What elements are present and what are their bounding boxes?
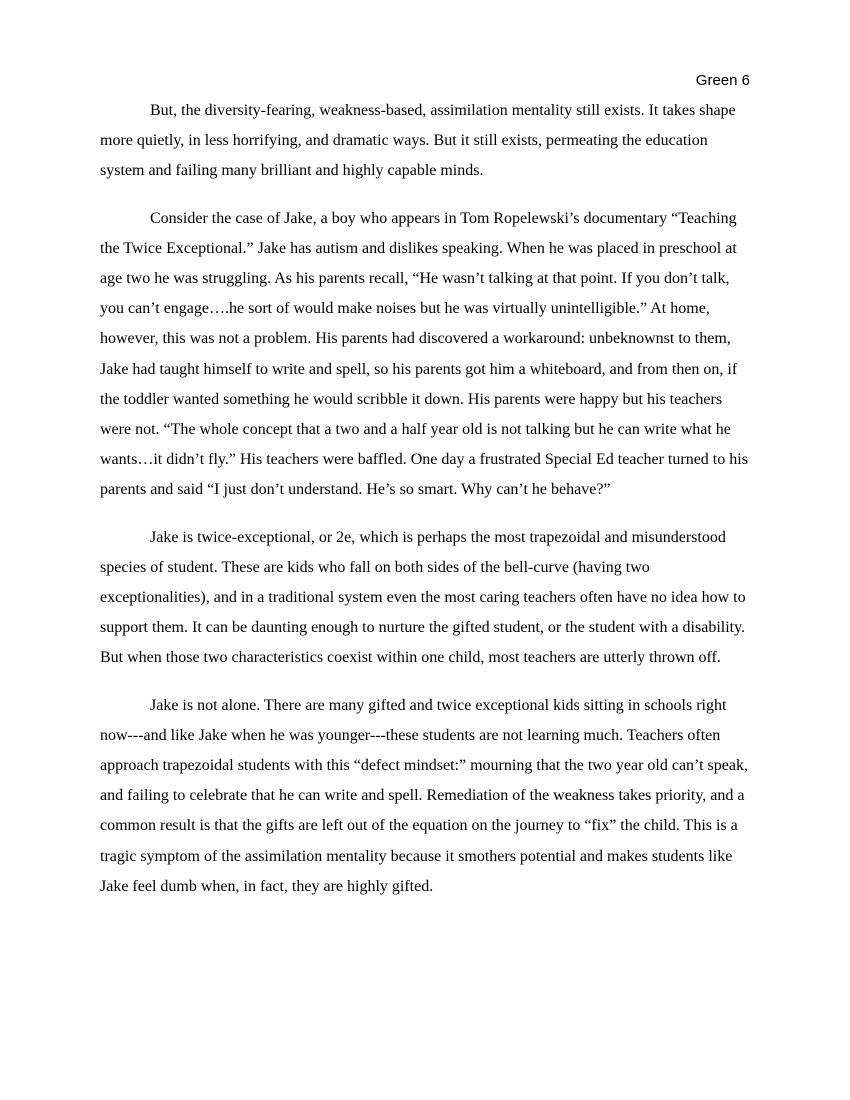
document-body — [100, 96, 754, 919]
page-header-author-page-number: Green 6 — [695, 72, 750, 89]
paragraph-twice-exceptional: Jake is twice-exceptional, or 2e, which is perhaps the most trapezoidal and misunderstood species of student. These are kids who fall on both sides of the bell-curve (having two exceptionalities), and in a traditional system even the most caring teachers often have no idea how to support them. It can be daunting enough to nurture the gifted student, or the student with a disability. But when those two characteristics coexist within one child, most teachers are utterly thrown off. — [100, 528, 746, 667]
paragraph-jake-not-alone: Jake is not alone. There are many gifted and twice exceptional kids sitting in schools right now---and like Jake when he was younger---these students are not learning much. Teachers often approach trapezoidal students with this “defect mindset:” mourning that the two year old can’t speak, and failing to celebrate that he can write and spell. Remediation of the weakness takes priority, and a common result is that the gifts are left out of the equation on the journey to “fix” the child. This is a tragic symptom of the assimilation mentality because it smothers potential and makes students like Jake feel dumb when, in fact, they are highly gifted. — [100, 696, 748, 895]
paragraph-case-of-jake: Consider the case of Jake, a boy who appears in Tom Ropelewski’s documentary “Teaching the Twice Exceptional.” Jake has autism and dislikes speaking. When he was placed in preschool at age two he was struggling. As his parents recall, “He wasn’t talking at that point. If you don’t talk, you can’t engage….he sort of would make noises but he was virtually unintelligible.” At home, however, this was not a problem. His parents had discovered a workaround: unbeknownst to them, Jake had taught himself to write and spell, so his parents got him a whiteboard, and from then on, if the toddler wanted something he would scribble it down. His parents were happy but his teachers were not. “The whole concept that a two and a half year old is not talking but he can write what he wants…it didn’t fly.” His teachers were baffled. One day a frustrated Special Ed teacher turned to his parents and said “I just don’t understand. He’s so smart. Why can’t he behave?” — [100, 209, 748, 499]
paragraph-assimilation-mentality: But, the diversity-fearing, weakness-based, assimilation mentality still exists. It takes shape more quietly, in less horrifying, and dramatic ways. But it still exists, permeating the education system and failing many brilliant and highly capable minds. — [100, 102, 736, 180]
